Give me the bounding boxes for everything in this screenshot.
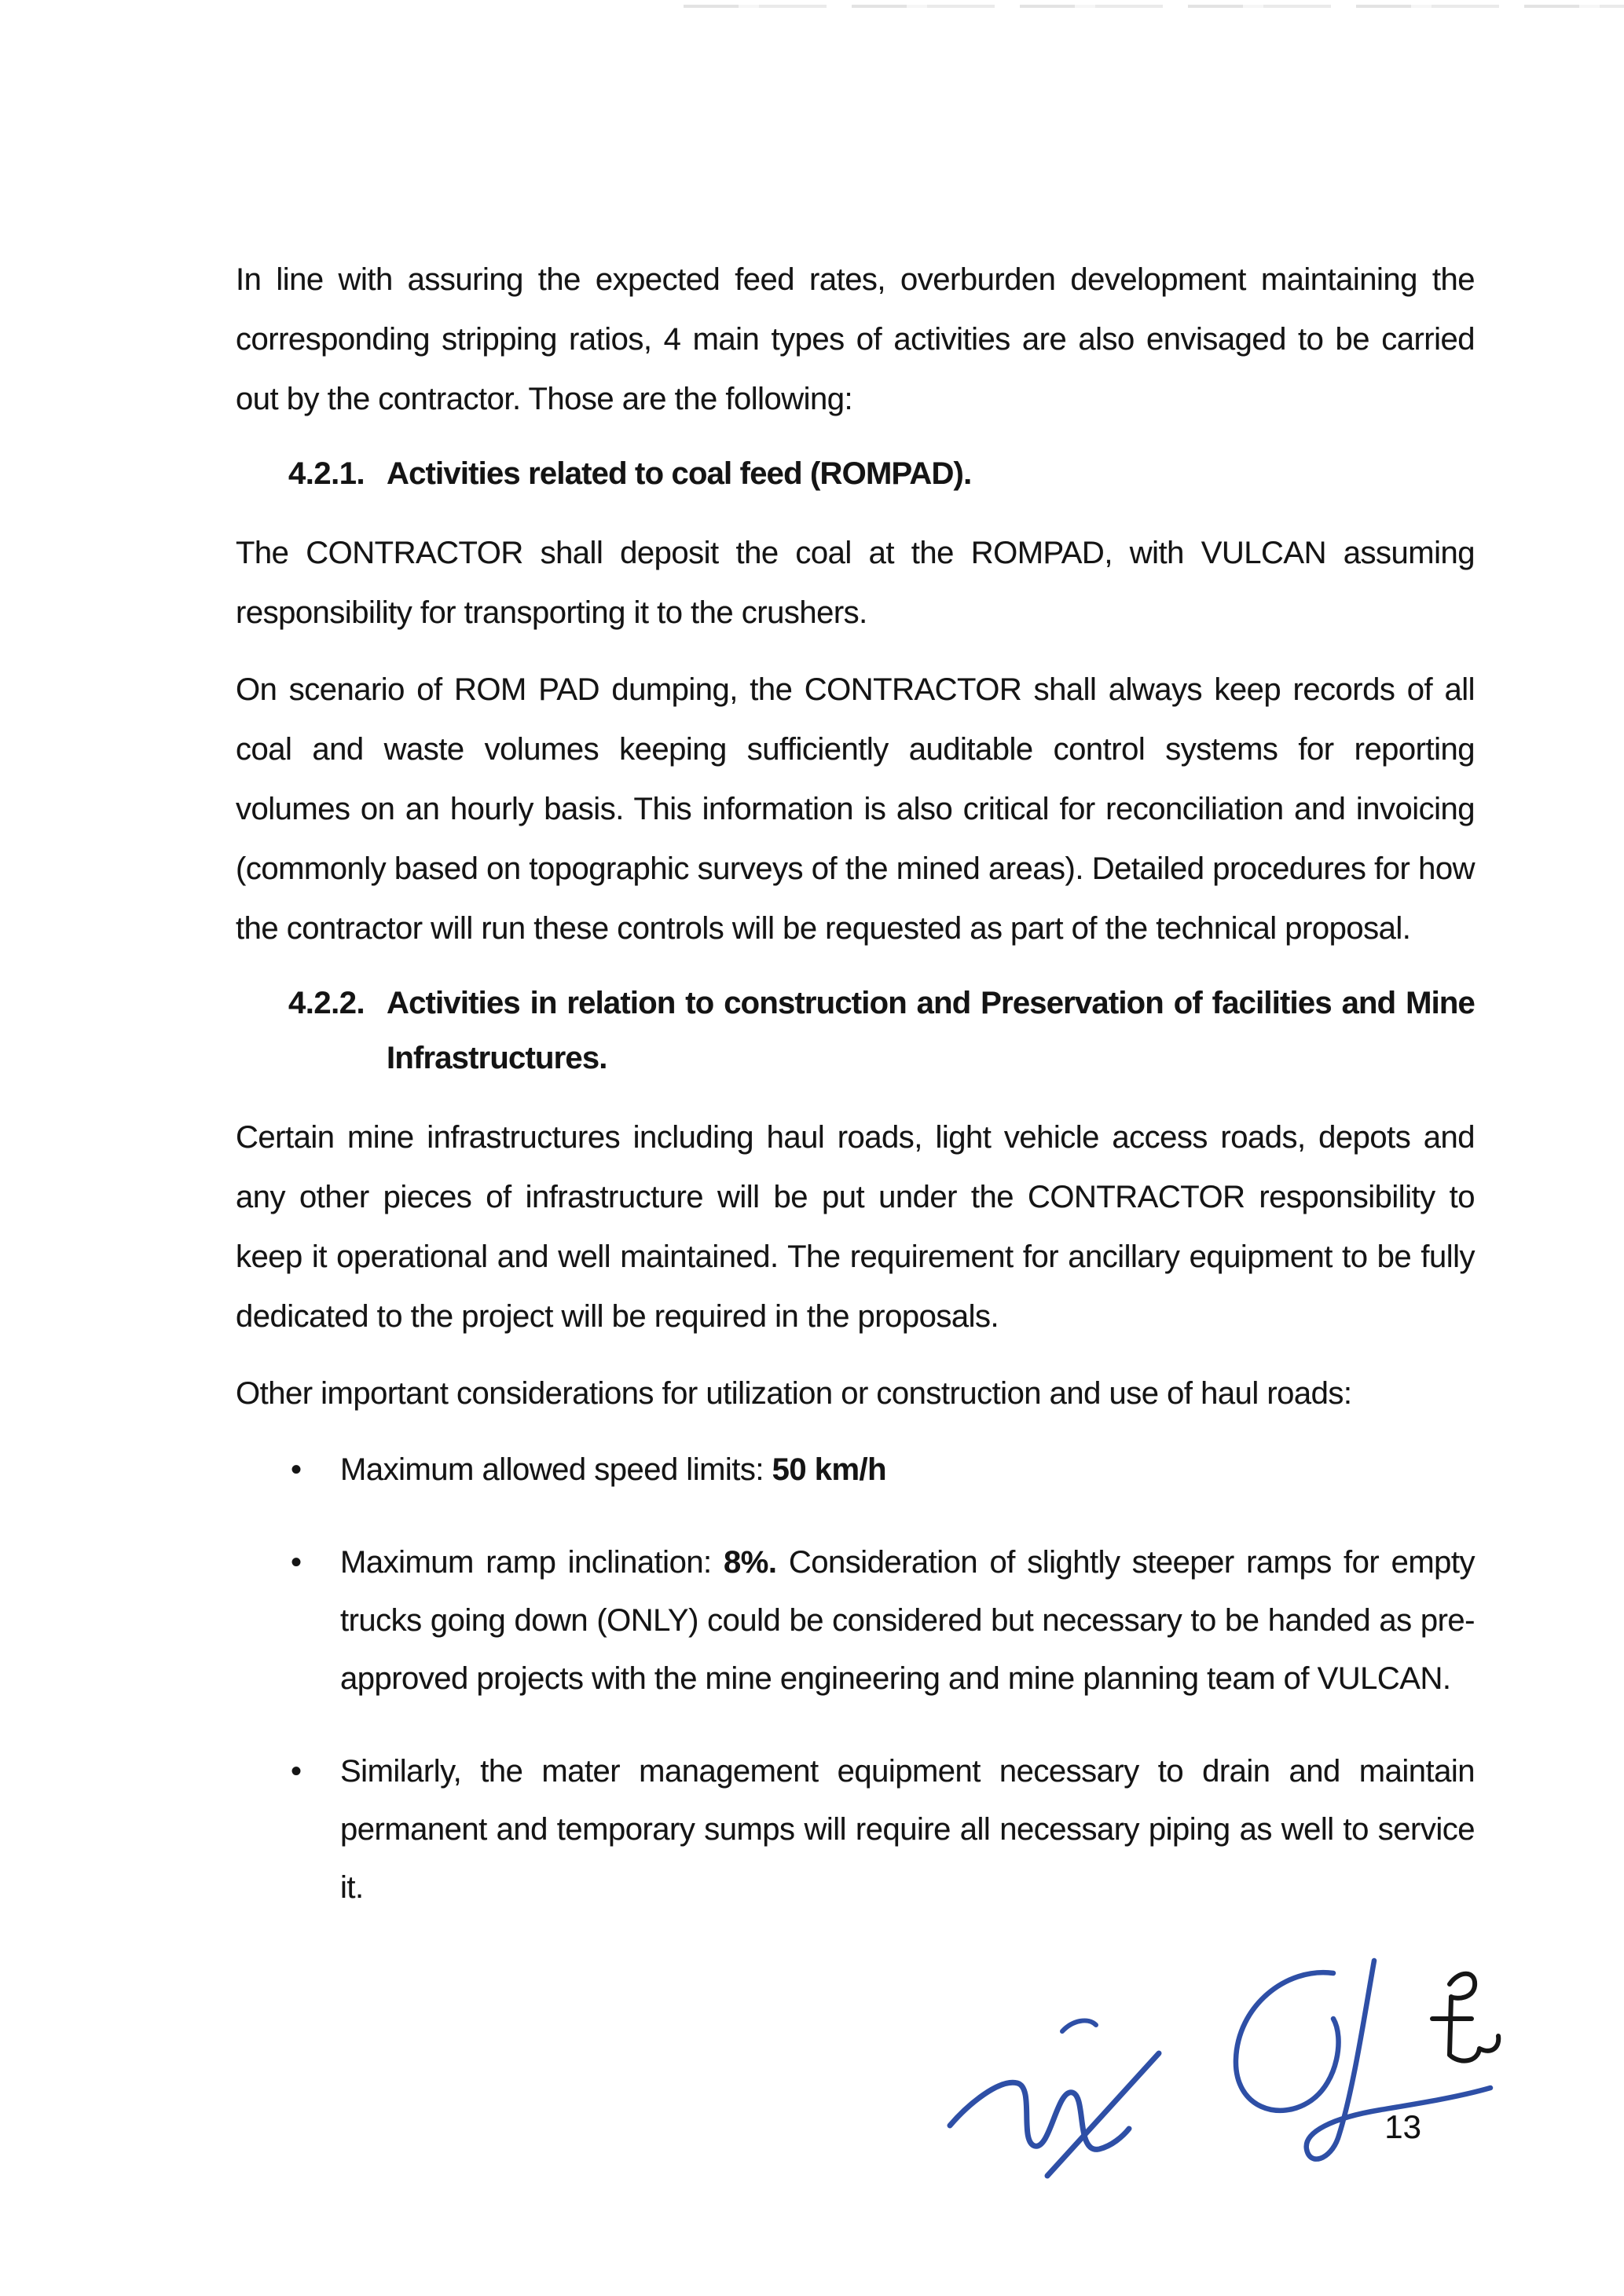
paragraph-haul-intro: Other important considerations for utilization or construction and use of haul roads: (236, 1376, 1352, 1411)
section-title: Activities related to coal feed (ROMPAD). (387, 456, 972, 491)
list-item-text: Similarly, the mater management equipment necessary to drain and maintain permanent and temporary sumps will require all necessary piping as well to service it. (340, 1754, 1475, 1905)
section-title: Activities in relation to construction and Preservation of facilities and Mine Infrastructures. (387, 986, 1475, 1075)
section-heading-422 (288, 976, 1475, 1086)
list-item (236, 1441, 1475, 1499)
paragraph-intro: In line with assuring the expected feed rates, overburden development maintaining the corresponding stripping ratios, 4 main types of activities are also envisaged to be carried out by the contractor. Those are the following: (236, 262, 1475, 416)
bullet-icon: • (291, 1545, 302, 1580)
paragraph-feed-records: On scenario of ROM PAD dumping, the CONTRACTOR shall always keep records of all coal and waste volumes keeping sufficiently auditable control systems for reporting volumes on an hourly basis. This information is also critical for reconciliation and invoicing (commonly based on topographic surveys of the mined areas). Detailed procedures for how the contractor will run these controls will be requested as part of the technical proposal. (236, 672, 1475, 946)
bullet-icon: • (291, 1452, 302, 1487)
section-number: 4.2.1. (288, 456, 365, 491)
bullet-icon: • (291, 1754, 302, 1789)
section-number: 4.2.2. (288, 986, 365, 1020)
list-item (236, 1533, 1475, 1708)
paragraph-feed-deposit: The CONTRACTOR shall deposit the coal at the ROMPAD, with VULCAN assuming responsibility for transporting it to the crushers. (236, 536, 1475, 630)
list-item-text: Maximum allowed speed limits: 50 km/h (340, 1452, 887, 1487)
signature-area (236, 1951, 1475, 2187)
page-number: 13 (1384, 2108, 1421, 2145)
initials-black-ink (1432, 1974, 1498, 2061)
haul-road-considerations-list (236, 1441, 1475, 1917)
scanner-artifact-line (684, 5, 1624, 8)
page-content (236, 250, 1475, 2187)
list-item (236, 1742, 1475, 1917)
paragraph-infrastructure: Certain mine infrastructures including haul roads, light vehicle access roads, depots and any other pieces of infrastructure will be put under the CONTRACTOR responsibility to keep it operational and well maintained. The requirement for ancillary equipment to be fully dedicated to the project will be required in the proposals. (236, 1120, 1475, 1334)
handwritten-signature (893, 1943, 1538, 2187)
list-item-text: Maximum ramp inclination: 8%. Consideration of slightly steeper ramps for empty trucks going down (ONLY) could be considered but necessary to be handed as pre-approved projects with the mine engineering and mine planning team of VULCAN. (340, 1545, 1475, 1696)
section-heading-421 (288, 446, 1475, 501)
